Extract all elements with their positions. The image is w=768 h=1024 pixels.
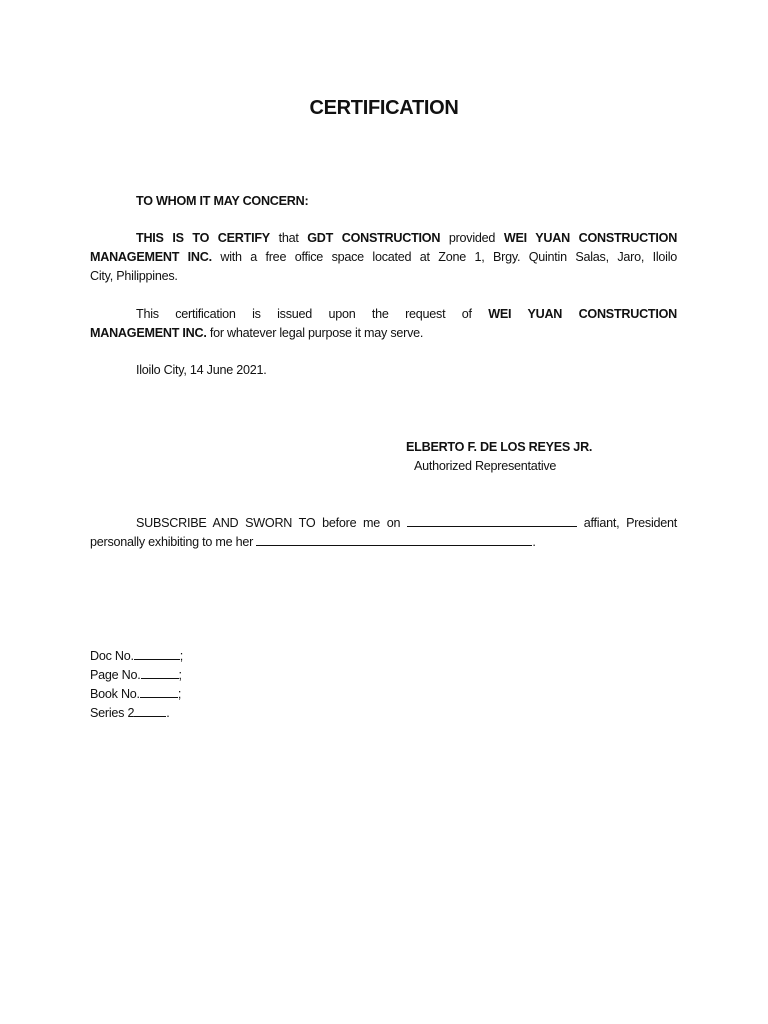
- signatory-name: ELBERTO F. DE LOS REYES JR.: [406, 440, 593, 454]
- page-no-label: Page No.: [90, 668, 141, 682]
- text: City, Philippines.: [90, 269, 178, 283]
- doc-no-blank[interactable]: [134, 648, 180, 660]
- text: ;: [178, 668, 182, 682]
- doc-no-label: Doc No.: [90, 649, 134, 663]
- text: SUBSCRIBE AND SWORN TO before me on: [136, 516, 401, 530]
- text: personally exhibiting to me her: [90, 535, 254, 549]
- page-no-blank[interactable]: [141, 667, 179, 679]
- book-no-label: Book No.: [90, 687, 140, 701]
- place-date: Iloilo City, 14 June 2021.: [136, 363, 267, 377]
- document-title: CERTIFICATION: [309, 97, 459, 119]
- text: .: [532, 535, 536, 549]
- recipient-company: MANAGEMENT INC.: [90, 250, 212, 264]
- text: for whatever legal purpose it may serve.: [209, 326, 424, 340]
- text: This certification is issued upon the request of: [136, 307, 472, 321]
- text: ;: [179, 649, 183, 663]
- text: .: [166, 706, 170, 720]
- series-label: Series 2: [90, 706, 135, 720]
- text: provided: [448, 231, 496, 245]
- provider-company: GDT CONSTRUCTION: [307, 231, 441, 245]
- date-blank[interactable]: [407, 515, 577, 527]
- recipient-company: WEI YUAN CONSTRUCTION: [488, 307, 678, 321]
- recipient-company: MANAGEMENT INC.: [90, 326, 207, 340]
- text: affiant, President: [583, 516, 678, 530]
- text: with a free office space located at Zone 1, Brgy. Quintin Salas, Jaro, Iloilo: [220, 250, 677, 264]
- id-blank[interactable]: [256, 534, 532, 546]
- certify-phrase: THIS IS TO CERTIFY: [136, 231, 270, 245]
- book-no-blank[interactable]: [140, 686, 178, 698]
- text: ;: [177, 687, 182, 701]
- text: that: [278, 231, 299, 245]
- series-blank[interactable]: [134, 705, 166, 717]
- salutation: TO WHOM IT MAY CONCERN:: [136, 194, 309, 208]
- recipient-company: WEI YUAN CONSTRUCTION: [503, 231, 678, 245]
- signatory-title: Authorized Representative: [414, 459, 557, 473]
